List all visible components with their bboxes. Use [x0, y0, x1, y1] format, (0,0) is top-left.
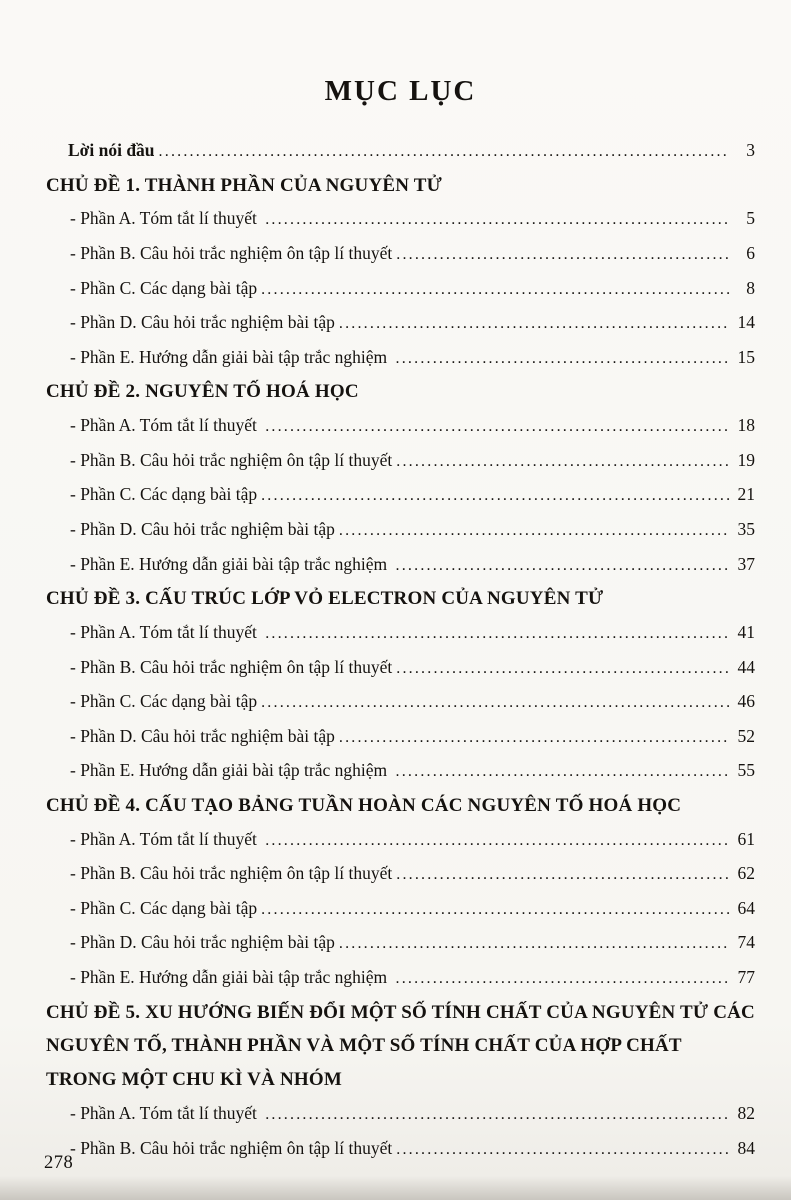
entry-label: - Phần E. Hướng dẫn giải bài tập trắc nghiệm — [70, 346, 392, 367]
dot-leader — [265, 1098, 730, 1132]
toc-entry — [46, 409, 755, 444]
dot-leader — [339, 307, 730, 341]
dot-leader — [396, 1133, 730, 1167]
page-number: 278 — [44, 1153, 74, 1173]
entry-page-number: 77 — [737, 967, 755, 988]
entry-label: - Phần D. Câu hỏi trắc nghiệm bài tập — [70, 518, 335, 539]
toc-entry — [46, 857, 755, 892]
chapter-heading: CHỦ ĐỀ 3. CẤU TRÚC LỚP VỎ ELECTRON CỦA NGUYÊN TỬ — [46, 588, 604, 610]
entry-page-number: 55 — [737, 760, 755, 781]
entry-page-number: 41 — [737, 621, 755, 642]
page-title: MỤC LỤC — [324, 75, 477, 107]
toc-entry — [46, 926, 755, 961]
entry-label: - Phần D. Câu hỏi trắc nghiệm bài tập — [70, 725, 335, 746]
toc-entry — [46, 202, 755, 237]
entry-page-number: 44 — [737, 656, 755, 677]
entry-page-number: 62 — [737, 863, 755, 884]
entry-label: - Phần E. Hướng dẫn giải bài tập trắc nghiệm — [70, 553, 392, 574]
entry-label: - Phần B. Câu hỏi trắc nghiệm ôn tập lí thuyết — [70, 1137, 393, 1158]
entry-page-number: 37 — [737, 553, 755, 574]
chapter-heading: CHỦ ĐỀ 2. NGUYÊN TỐ HOÁ HỌC — [46, 381, 359, 403]
entry-page-number: 3 — [746, 140, 755, 160]
toc-entry — [46, 272, 755, 307]
entry-label: - Phần A. Tóm tắt lí thuyết — [70, 208, 262, 229]
dot-leader — [396, 238, 730, 272]
entry-label: - Phần A. Tóm tắt lí thuyết — [70, 1103, 262, 1124]
toc-entry — [46, 651, 755, 686]
toc-entry — [46, 1132, 755, 1167]
dot-leader — [265, 824, 730, 858]
entry-page-number: 18 — [737, 415, 755, 436]
chapter-heading: CHỦ ĐỀ 4. CẤU TẠO BẢNG TUẦN HOÀN CÁC NGUYÊN TỐ HOÁ HỌC — [46, 794, 682, 816]
entry-page-number: 61 — [737, 828, 755, 849]
chapter-heading: CHỦ ĐỀ 5. XU HƯỚNG BIẾN ĐỔI MỘT SỐ TÍNH CHẤT CỦA NGUYÊN TỬ CÁC NGUYÊN TỐ, THÀNH PHẦN VÀ MỘT SỐ TÍNH CHẤT CỦA HỢP CHẤT TRONG MỘT CHU KÌ VÀ NHÓM — [46, 1001, 755, 1091]
entry-page-number: 52 — [737, 725, 755, 746]
dot-leader — [396, 652, 730, 686]
entry-page-number: 21 — [737, 484, 755, 505]
chapter-heading: CHỦ ĐỀ 1. THÀNH PHẦN CỦA NGUYÊN TỬ — [46, 174, 442, 196]
entry-label: - Phần C. Các dạng bài tập — [70, 484, 258, 505]
toc-entry — [46, 754, 755, 789]
dot-leader — [159, 135, 730, 169]
entry-label: - Phần E. Hướng dẫn giải bài tập trắc nghiệm — [70, 760, 392, 781]
dot-leader — [261, 893, 730, 927]
dot-leader — [265, 617, 730, 651]
dot-leader — [265, 410, 730, 444]
dot-leader — [339, 927, 730, 961]
entry-label: - Phần B. Câu hỏi trắc nghiệm ôn tập lí thuyết — [70, 656, 393, 677]
entry-page-number: 46 — [737, 691, 755, 712]
toc-entry-preface — [46, 134, 755, 169]
dot-leader — [396, 445, 730, 479]
dot-leader — [261, 273, 730, 307]
toc-entry — [46, 306, 755, 341]
toc-entry — [46, 444, 755, 479]
entry-page-number: 19 — [737, 449, 755, 470]
entry-label: - Phần C. Các dạng bài tập — [70, 691, 258, 712]
dot-leader — [339, 721, 730, 755]
toc-entry — [46, 237, 755, 272]
toc-entry — [46, 513, 755, 548]
toc-entry — [46, 823, 755, 858]
toc-entry — [46, 548, 755, 583]
entry-page-number: 35 — [737, 518, 755, 539]
dot-leader — [396, 962, 730, 996]
dot-leader — [261, 479, 730, 513]
dot-leader — [261, 686, 730, 720]
entry-label: - Phần D. Câu hỏi trắc nghiệm bài tập — [70, 312, 335, 333]
dot-leader — [396, 755, 730, 789]
entry-page-number: 82 — [737, 1103, 755, 1124]
toc-entry — [46, 720, 755, 755]
dot-leader — [396, 549, 730, 583]
entry-label: - Phần A. Tóm tắt lí thuyết — [70, 415, 262, 436]
entry-page-number: 64 — [737, 897, 755, 918]
entry-label: - Phần B. Câu hỏi trắc nghiệm ôn tập lí thuyết — [70, 863, 393, 884]
entry-page-number: 6 — [746, 242, 755, 263]
toc-entry — [46, 1097, 755, 1132]
toc-entry — [46, 616, 755, 651]
entry-page-number: 74 — [737, 932, 755, 953]
entry-page-number: 84 — [737, 1137, 755, 1158]
entry-page-number: 8 — [746, 277, 755, 298]
entry-page-number: 5 — [746, 208, 755, 229]
entry-page-number: 14 — [737, 312, 755, 333]
table-of-contents — [46, 134, 755, 1166]
entry-page-number: 15 — [737, 346, 755, 367]
toc-entry — [46, 685, 755, 720]
dot-leader — [265, 203, 730, 237]
dot-leader — [339, 514, 730, 548]
entry-label: - Phần C. Các dạng bài tập — [70, 897, 258, 918]
toc-entry — [46, 961, 755, 996]
toc-entry — [46, 892, 755, 927]
entry-label: Lời nói đầu — [68, 140, 155, 160]
entry-label: - Phần B. Câu hỏi trắc nghiệm ôn tập lí thuyết — [70, 242, 393, 263]
entry-label: - Phần A. Tóm tắt lí thuyết — [70, 828, 262, 849]
toc-entry — [46, 478, 755, 513]
entry-label: - Phần A. Tóm tắt lí thuyết — [70, 621, 262, 642]
dot-leader — [396, 342, 730, 376]
dot-leader — [396, 858, 730, 892]
entry-label: - Phần D. Câu hỏi trắc nghiệm bài tập — [70, 932, 335, 953]
entry-label: - Phần E. Hướng dẫn giải bài tập trắc nghiệm — [70, 967, 392, 988]
entry-label: - Phần C. Các dạng bài tập — [70, 277, 258, 298]
entry-label: - Phần B. Câu hỏi trắc nghiệm ôn tập lí thuyết — [70, 449, 393, 470]
toc-entry — [46, 341, 755, 376]
